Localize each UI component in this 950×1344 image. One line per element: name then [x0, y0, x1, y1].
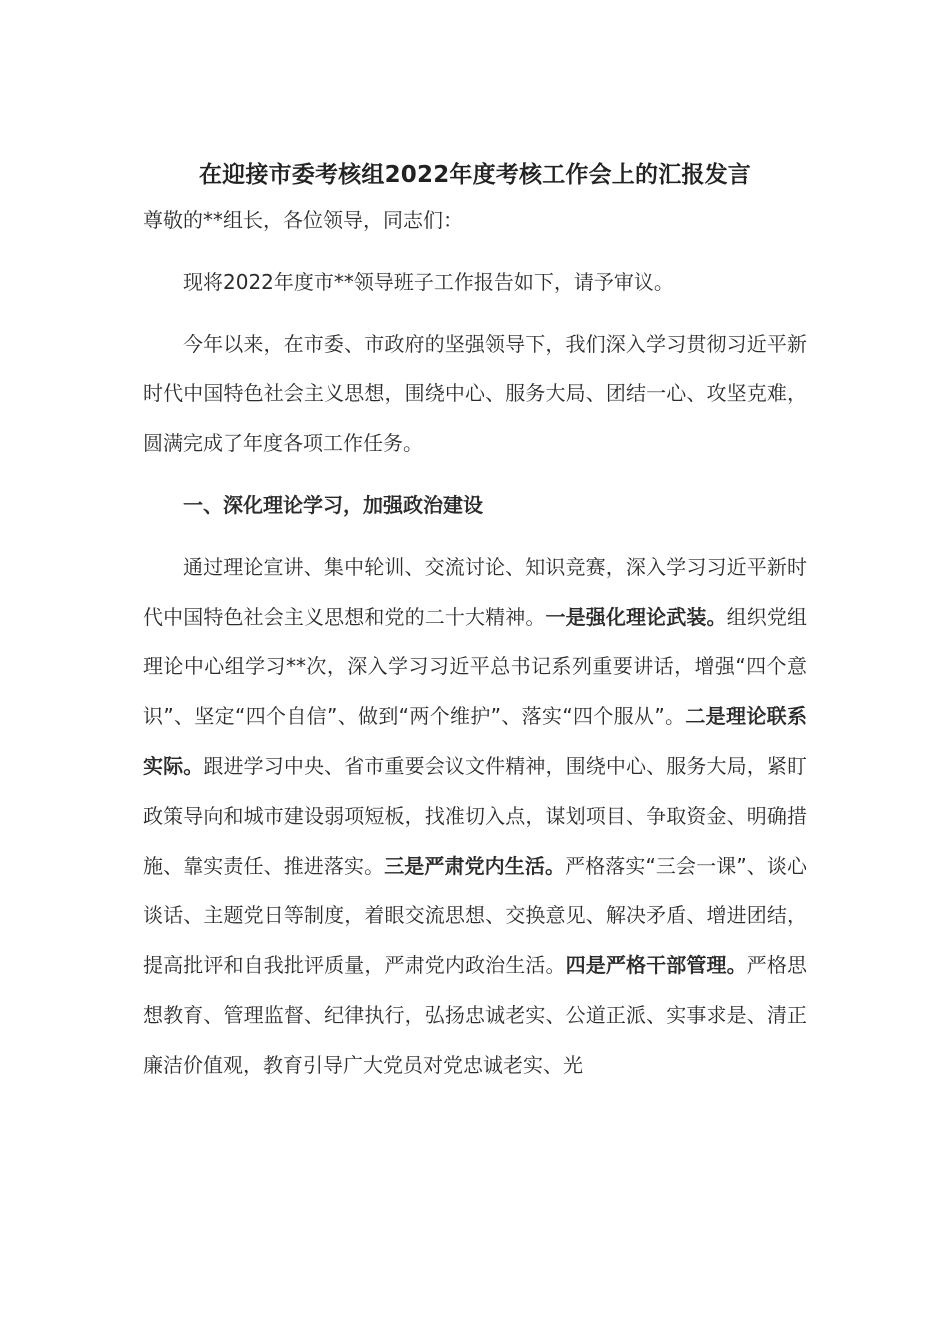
section-heading: 一、深化理论学习，加强政治建设	[183, 492, 483, 517]
document-page	[143, 152, 807, 1091]
section-body-paragraph	[143, 543, 807, 1091]
point-1-text: 组织党组理论中心组学习**次，深入学习习近平总书记系列重要讲话，增强“四个意识”、坚定“四个自信”、做到“两个维护”、落实“四个服从”。	[143, 604, 807, 729]
document-title: 在迎接市委考核组2022年度考核工作会上的汇报发言	[198, 162, 751, 188]
intro-paragraph: 现将2022年度市**领导班子工作报告如下，请予审议。	[183, 269, 674, 294]
point-1-label: 一是强化理论武装。	[545, 604, 727, 629]
section-lead: 通过理论宣讲、集中轮训、交流讨论、知识竞赛，深入学习习近平新时代中国特色社会主义思想和党的二十大精神。	[143, 554, 807, 629]
salutation: 尊敬的**组长，各位领导，同志们：	[143, 208, 463, 232]
point-3-label: 三是严肃党内生活。	[384, 853, 566, 878]
point-4-text: 严格思想教育、管理监督、纪律执行，弘扬忠诚老实、公道正派、实事求是、清正廉洁价值观，教育引导广大党员对党忠诚老实、光	[143, 953, 807, 1077]
point-4-label: 四是严格干部管理。	[565, 953, 747, 978]
overview-paragraph: 今年以来，在市委、市政府的坚强领导下，我们深入学习贯彻习近平新时代中国特色社会主义思想，围绕中心、服务大局、团结一心、攻坚克难，圆满完成了年度各项工作任务。	[143, 331, 807, 456]
point-3-text: 严格落实“三会一课”、谈心谈话、主题党日等制度，着眼交流思想、交换意见、解决矛盾、增进团结，提高批评和自我批评质量，严肃党内政治生活。	[143, 853, 807, 978]
point-2-label: 二是理论联系实际。	[143, 704, 807, 778]
point-2-text: 跟进学习中央、省市重要会议文件精神，围绕中心、服务大局，紧盯政策导向和城市建设弱项短板，找准切入点，谋划项目、争取资金、明确措施、靠实责任、推进落实。	[143, 753, 807, 878]
